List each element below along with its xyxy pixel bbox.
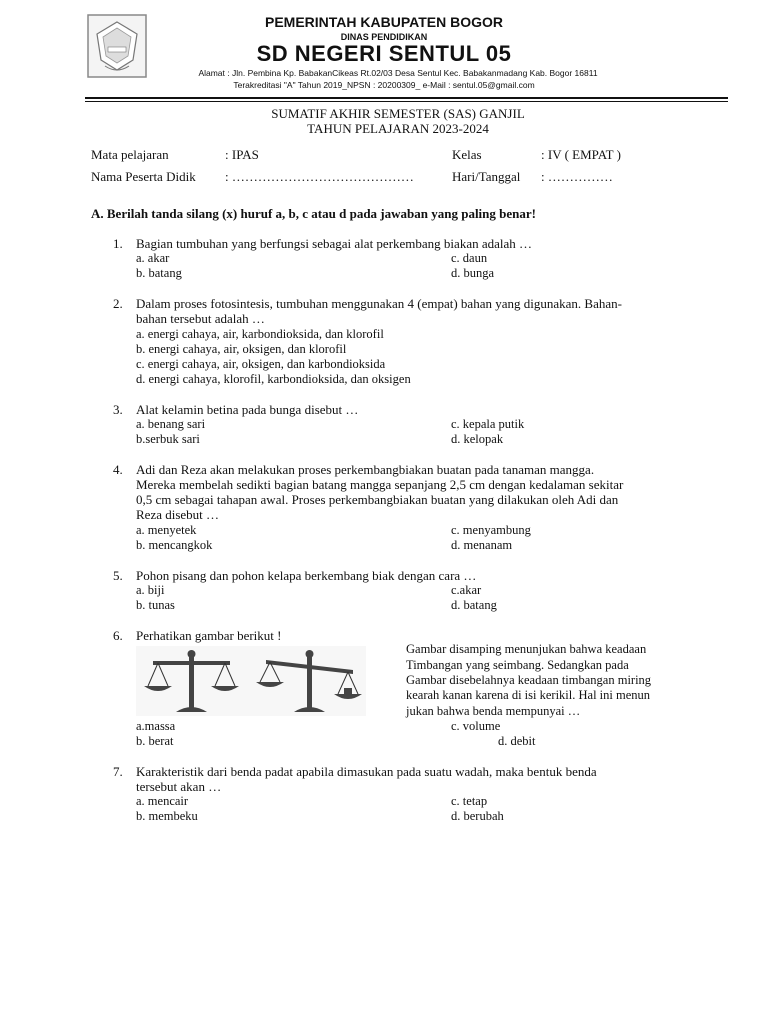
class-value: : IV ( EMPAT ): [541, 147, 621, 162]
government-name: PEMERINTAH KABUPATEN BOGOR: [265, 14, 503, 30]
student-name-label: Nama Peserta Didik: [91, 169, 196, 184]
q1-option-d: d. bunga: [451, 266, 495, 280]
date-label: Hari/Tanggal: [452, 169, 521, 184]
question-6-text: Perhatikan gambar berikut !: [136, 628, 282, 643]
school-accreditation: Terakreditasi "A" Tahun 2019_NPSN : 20200309_ e-Mail : sentul.05@gmail.com: [233, 80, 535, 90]
q3-option-a: a. benang sari: [136, 417, 206, 431]
question-4-text-line3: 0,5 cm sebagai tahapan awal. Proses perkembangbiakan buatan yang dilakukan oleh Adi dan: [136, 492, 619, 507]
date-field: : ……………: [541, 169, 613, 184]
question-1-text: Bagian tumbuhan yang berfungsi sebagai alat perkembang biakan adalah …: [136, 236, 533, 251]
header-rule-thin: [85, 101, 728, 102]
q5-option-c: c.akar: [451, 583, 482, 597]
q6-option-a: a.massa: [136, 719, 176, 733]
q2-option-b: b. energi cahaya, air, oksigen, dan klorofil: [136, 342, 347, 356]
q4-option-a: a. menyetek: [136, 523, 197, 537]
section-a-instruction: A. Berilah tanda silang (x) huruf a, b, c atau d pada jawaban yang paling benar!: [91, 206, 536, 221]
department-name: DINAS PENDIDIKAN: [340, 32, 428, 42]
question-number: 2.: [113, 296, 123, 311]
q6-option-d: d. debit: [498, 734, 536, 748]
school-address: Alamat : Jln. Pembina Kp. BabakanCikeas Rt.02/03 Desa Sentul Kec. Babakanmadang Kab. Bogor 16811: [198, 68, 598, 78]
school-name: SD NEGERI SENTUL 05: [256, 41, 512, 66]
q2-option-a: a. energi cahaya, air, karbondioksida, dan klorofil: [136, 327, 384, 341]
question-number: 5.: [113, 568, 123, 583]
q4-option-b: b. mencangkok: [136, 538, 213, 552]
question-number: 4.: [113, 462, 123, 477]
q5-option-d: d. batang: [451, 598, 497, 612]
q6-option-c: c. volume: [451, 719, 501, 733]
question-6-description-line1: Gambar disamping menunjukan bahwa keadaan: [406, 642, 647, 656]
class-label: Kelas: [452, 147, 482, 162]
q6-option-b: b. berat: [136, 734, 174, 748]
question-6-description-line2: Timbangan yang seimbang. Sedangkan pada: [406, 658, 629, 672]
q4-option-d: d. menanam: [451, 538, 513, 552]
question-3-text: Alat kelamin betina pada bunga disebut …: [136, 402, 359, 417]
question-7-text-line1: Karakteristik dari benda padat apabila dimasukan pada suatu wadah, maka bentuk benda: [136, 764, 597, 779]
q3-option-c: c. kepala putik: [451, 417, 525, 431]
question-5-text: Pohon pisang dan pohon kelapa berkembang biak dengan cara …: [136, 568, 477, 583]
question-number: 1.: [113, 236, 123, 251]
question-number: 6.: [113, 628, 123, 643]
question-number: 3.: [113, 402, 123, 417]
q7-option-d: d. berubah: [451, 809, 504, 823]
q5-option-b: b. tunas: [136, 598, 175, 612]
q7-option-a: a. mencair: [136, 794, 189, 808]
q7-option-b: b. membeku: [136, 809, 198, 823]
question-number: 7.: [113, 764, 123, 779]
student-name-field: : ……………………………………: [225, 169, 414, 184]
question-4-text-line2: Mereka membelah sedikti bagian batang mangga sepanjang 2,5 cm dengan kedalaman sekitar: [136, 477, 624, 492]
q5-option-a: a. biji: [136, 583, 165, 597]
question-4-text-line1: Adi dan Reza akan melakukan proses perkembangbiakan buatan pada tanaman mangga.: [136, 462, 595, 477]
q7-option-c: c. tetap: [451, 794, 488, 808]
q4-option-c: c. menyambung: [451, 523, 531, 537]
question-4-text-line4: Reza disebut …: [136, 507, 220, 522]
q1-option-b: b. batang: [136, 266, 182, 280]
exam-year: TAHUN PELAJARAN 2023-2024: [307, 121, 489, 136]
q2-option-d: d. energi cahaya, klorofil, karbondioksida, dan oksigen: [136, 372, 411, 386]
q1-option-c: c. daun: [451, 251, 488, 265]
question-6-description-line3: Gambar disebelahnya keadaan timbangan miring: [406, 673, 652, 687]
q3-option-d: d. kelopak: [451, 432, 504, 446]
q2-option-c: c. energi cahaya, air, oksigen, dan karbondioksida: [136, 357, 386, 371]
question-2-text-line2: bahan tersebut adalah …: [136, 311, 265, 326]
question-6-description-line5: jukan bahwa benda mempunyai …: [406, 704, 581, 718]
q1-option-a: a. akar: [136, 251, 170, 265]
exam-title: SUMATIF AKHIR SEMESTER (SAS) GANJIL: [271, 106, 525, 121]
subject-value: : IPAS: [225, 147, 259, 162]
subject-label: Mata pelajaran: [91, 147, 169, 162]
header-rule-thick: [85, 97, 728, 99]
balance-scales-image: [136, 646, 366, 716]
question-2-text-line1: Dalam proses fotosintesis, tumbuhan menggunakan 4 (empat) bahan yang digunakan. Bahan-: [136, 296, 622, 311]
question-7-text-line2: tersebut akan …: [136, 779, 222, 794]
question-6-description-line4: kearah kanan karena di isi kerikil. Hal ini menun: [406, 688, 651, 702]
q3-option-b: b.serbuk sari: [136, 432, 200, 446]
